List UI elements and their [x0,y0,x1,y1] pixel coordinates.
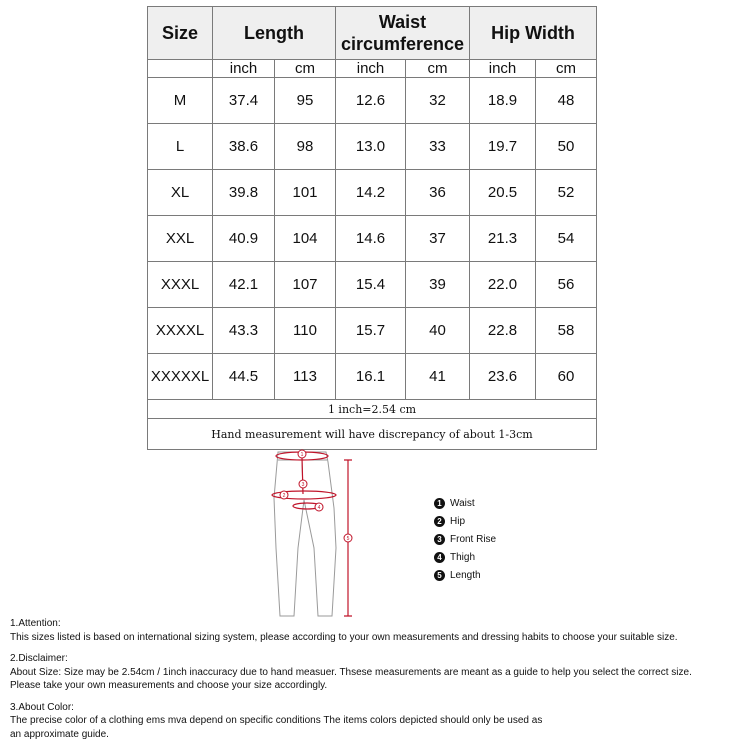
size-cell: XL [148,170,213,216]
value-cell: 52 [536,170,597,216]
note-line: About Size: Size may be 2.54cm / 1inch inaccuracy due to hand measuer. Thsese measurements are meant as a guide to help you select the correct size. [10,666,692,678]
note-line: an approximate guide. [10,728,109,740]
table-header-row [148,7,597,60]
header-waist-line1: Waist [378,12,427,32]
table-row [148,308,597,354]
marker-1-label: 1 [300,452,304,458]
value-cell: 23.6 [470,354,536,400]
color-note [10,701,745,742]
value-cell: 12.6 [336,78,406,124]
value-cell: 60 [536,354,597,400]
value-cell: 38.6 [213,124,275,170]
value-cell: 107 [275,262,336,308]
unit-cell: cm [275,60,336,78]
marker-4-label: 4 [317,505,321,511]
value-cell: 14.6 [336,216,406,262]
header-hip: Hip Width [470,7,597,60]
value-cell: 44.5 [213,354,275,400]
value-cell: 20.5 [470,170,536,216]
value-cell: 50 [536,124,597,170]
value-cell: 22.8 [470,308,536,354]
value-cell: 22.0 [470,262,536,308]
number-2-icon: 2 [434,516,445,527]
legend-item-waist [434,494,496,512]
discrepancy-note-row [148,419,597,450]
conversion-note: 1 inch=2.54 cm [148,400,597,419]
legend-item-front-rise [434,530,496,548]
table-row [148,170,597,216]
value-cell: 37.4 [213,78,275,124]
attention-note [10,617,745,644]
legend-item-hip [434,512,496,530]
value-cell: 54 [536,216,597,262]
legend-label: Waist [450,497,475,509]
note-title: 2.Disclaimer: [10,653,68,664]
value-cell: 40 [406,308,470,354]
value-cell: 104 [275,216,336,262]
measurement-legend [434,494,496,584]
size-cell: L [148,124,213,170]
value-cell: 15.7 [336,308,406,354]
value-cell: 37 [406,216,470,262]
front-rise-measure-icon [302,458,303,494]
table-row [148,216,597,262]
value-cell: 33 [406,124,470,170]
value-cell: 95 [275,78,336,124]
conversion-note-row [148,400,597,419]
note-line: The precise color of a clothing ems mva depend on specific conditions The items colors depicted should only be used as [10,715,543,726]
value-cell: 16.1 [336,354,406,400]
unit-cell: inch [213,60,275,78]
size-chart-table [147,6,597,450]
header-size: Size [148,7,213,60]
value-cell: 32 [406,78,470,124]
number-3-icon: 3 [434,534,445,545]
value-cell: 15.4 [336,262,406,308]
pants-outline-icon [274,452,336,616]
value-cell: 58 [536,308,597,354]
size-cell: XXXXXL [148,354,213,400]
value-cell: 41 [406,354,470,400]
note-title: 3.About Color: [10,701,74,713]
legend-label: Hip [450,515,466,527]
value-cell: 19.7 [470,124,536,170]
number-5-icon: 5 [434,570,445,581]
note-title: 1.Attention: [10,618,61,629]
size-cell: XXXL [148,262,213,308]
size-cell: XXL [148,216,213,262]
value-cell: 110 [275,308,336,354]
discrepancy-note: Hand measurement will have discrepancy of about 1-3cm [148,419,597,450]
header-length: Length [213,7,336,60]
unit-cell: inch [336,60,406,78]
value-cell: 42.1 [213,262,275,308]
number-1-icon: 1 [434,498,445,509]
note-line: This sizes listed is based on international sizing system, please according to your own measurements and dressing habits to choose your suitable size. [10,631,678,643]
size-cell: XXXXL [148,308,213,354]
header-waist [336,7,470,60]
legend-label: Thigh [450,551,476,563]
value-cell: 48 [536,78,597,124]
value-cell: 40.9 [213,216,275,262]
value-cell: 98 [275,124,336,170]
marker-5-label: 5 [346,536,350,542]
value-cell: 39 [406,262,470,308]
number-4-icon: 4 [434,552,445,563]
legend-item-thigh [434,548,496,566]
legend-label: Front Rise [450,533,497,545]
table-row [148,354,597,400]
value-cell: 18.9 [470,78,536,124]
legend-label: Length [450,569,481,581]
units-row [148,60,597,78]
units-blank [148,60,213,78]
marker-2-label: 2 [282,493,286,499]
table-row [148,262,597,308]
value-cell: 113 [275,354,336,400]
value-cell: 36 [406,170,470,216]
value-cell: 43.3 [213,308,275,354]
unit-cell: inch [470,60,536,78]
notes-section [10,617,745,749]
pants-measurement-figure [262,448,372,623]
value-cell: 21.3 [470,216,536,262]
value-cell: 39.8 [213,170,275,216]
value-cell: 101 [275,170,336,216]
table-row [148,78,597,124]
note-line: Please take your own measurements and choose your size accordingly. [10,680,328,691]
marker-3-label: 3 [301,482,305,488]
value-cell: 56 [536,262,597,308]
unit-cell: cm [406,60,470,78]
table-row [148,124,597,170]
legend-item-length [434,566,496,584]
size-cell: M [148,78,213,124]
disclaimer-note [10,652,745,693]
value-cell: 13.0 [336,124,406,170]
header-waist-line2: circumference [340,34,465,54]
unit-cell: cm [536,60,597,78]
value-cell: 14.2 [336,170,406,216]
